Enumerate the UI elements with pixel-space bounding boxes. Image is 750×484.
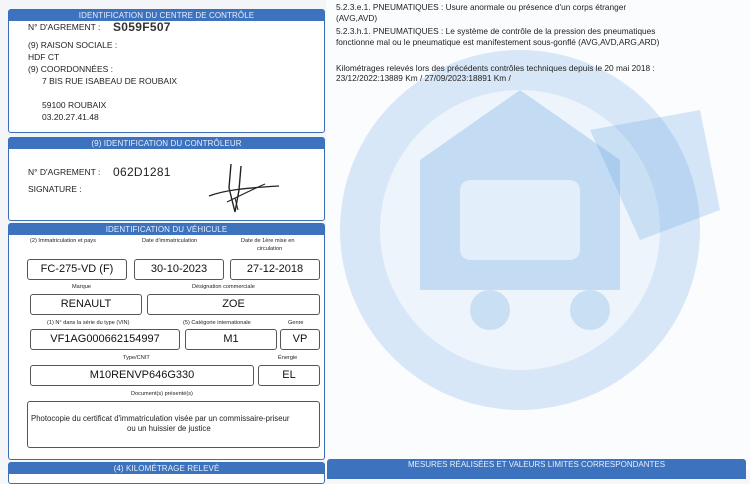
- marque-value: RENAULT: [30, 294, 142, 315]
- designation-label: Désignation commerciale: [192, 284, 255, 290]
- controleur-agrement-value: 062D1281: [113, 165, 171, 179]
- genre-value: VP: [280, 329, 320, 350]
- documents-line2: ou un huissier de justice: [127, 424, 211, 433]
- controleur-agrement-label: N° D'AGREMENT :: [28, 167, 101, 177]
- coord-label: (9) COORDONNÉES :: [28, 64, 114, 74]
- kilometrages-line2: 23/12/2022:13889 Km / 27/09/2023:18891 Km /: [336, 73, 511, 83]
- premiere-label-2: circulation: [257, 246, 283, 252]
- premiere-value: 27-12-2018: [230, 259, 320, 280]
- genre-label: Genre: [288, 320, 304, 326]
- vin-label: (1) N° dans la série du type (VIN): [47, 320, 130, 326]
- raison-value: HDF CT: [28, 52, 60, 62]
- vin-value: VF1AG000662154997: [30, 329, 180, 350]
- centre-header: IDENTIFICATION DU CENTRE DE CONTRÔLE: [9, 10, 324, 21]
- phone: 03.20.27.41.48: [42, 112, 99, 122]
- energie-label: Énergie: [278, 355, 298, 361]
- vehicule-header: IDENTIFICATION DU VÉHICULE: [9, 224, 324, 235]
- kilometrages-line1: Kilométrages relevés lors des précédents contrôles techniques depuis le 20 mai 2018 :: [336, 63, 655, 73]
- signature-label: SIGNATURE :: [28, 184, 82, 194]
- premiere-label-1: Date de 1ère mise en: [241, 238, 295, 244]
- energie-value: EL: [258, 365, 320, 386]
- signature-mark: [205, 160, 285, 220]
- documents-line1: Photocopie du certificat d'immatriculation visée par un commissaire-priseur: [31, 414, 290, 423]
- defect-line2: (AVG,AVD): [336, 13, 378, 23]
- raison-label: (9) RAISON SOCIALE :: [28, 40, 118, 50]
- immat-value: FC-275-VD (F): [27, 259, 127, 280]
- controleur-header: (9) IDENTIFICATION DU CONTRÔLEUR: [9, 138, 324, 149]
- kilometrage-section: [8, 462, 325, 484]
- marque-label: Marque: [72, 284, 91, 290]
- defect-line1: 5.2.3.e.1. PNEUMATIQUES : Usure anormale ou présence d'un corps étranger: [336, 2, 627, 12]
- categorie-label: (5) Catégorie internationale: [183, 320, 251, 326]
- type-value: M10RENVP646G330: [30, 365, 254, 386]
- designation-value: ZOE: [147, 294, 320, 315]
- defect-line4: fonctionne mal ou le pneumatique est manifestement sous-gonflé (AVG,AVD,ARG,ARD): [336, 37, 660, 47]
- date-immat-label: Date d'immatriculation: [142, 238, 198, 244]
- address-line1: 7 BIS RUE ISABEAU DE ROUBAIX: [42, 76, 178, 86]
- mesures-header: MESURES RÉALISÉES ET VALEURS LIMITES CORRESPONDANTES: [407, 460, 666, 469]
- immat-label: (2) Immatriculation et pays: [30, 238, 96, 244]
- documents-label: Document(s) présenté(s): [131, 391, 193, 397]
- address-line2: 59100 ROUBAIX: [42, 100, 107, 110]
- kilometrage-header: (4) KILOMÉTRAGE RELEVÉ: [9, 463, 324, 474]
- date-immat-value: 30-10-2023: [134, 259, 224, 280]
- categorie-value: M1: [185, 329, 277, 350]
- centre-agrement-value: S059F507: [113, 20, 171, 34]
- centre-agrement-label: N° D'AGREMENT :: [28, 22, 101, 32]
- defect-line3: 5.2.3.h.1. PNEUMATIQUES : Le système de contrôle de la pression des pneumatiques: [336, 26, 656, 36]
- mesures-section: [327, 459, 746, 479]
- type-label: Type/CNIT: [123, 355, 150, 361]
